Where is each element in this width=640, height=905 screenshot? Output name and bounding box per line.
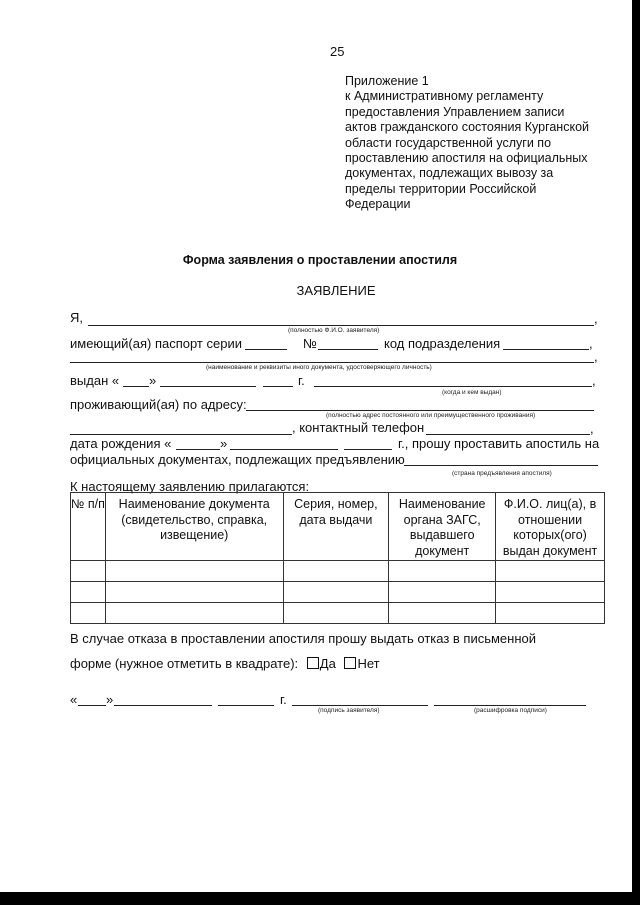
label-attached: К настоящему заявлению прилагаются:: [70, 479, 310, 494]
yes-option[interactable]: [307, 656, 336, 671]
refusal-text-line-2: форме (нужное отметить в квадрате):: [70, 656, 299, 671]
address-field[interactable]: [246, 410, 594, 411]
label-residing: проживающий(ая) по адресу:: [70, 397, 247, 412]
appendix-line: документах, подлежащих вывозу за: [345, 166, 554, 181]
header-number: № п/п: [71, 493, 106, 561]
dob-day-field[interactable]: [176, 449, 220, 450]
table-cell[interactable]: [283, 561, 389, 582]
label-passport-number: №: [303, 336, 317, 351]
country-field[interactable]: [404, 465, 598, 466]
table-cell[interactable]: [71, 561, 106, 582]
address-hint: (полностью адрес постоянного или преимущественного проживания): [326, 412, 536, 419]
table-cell[interactable]: [283, 582, 389, 603]
comma: ,: [592, 373, 596, 388]
dob-month-field[interactable]: [230, 449, 338, 450]
sig-quote-close: »: [106, 692, 114, 707]
statement-title: ЗАЯВЛЕНИЕ: [296, 283, 376, 298]
address-field-2[interactable]: [70, 434, 292, 435]
appendix-line: Федерации: [345, 197, 411, 212]
label-dob-request: г., прошу проставить апостиль на: [398, 436, 600, 451]
table-row: [71, 603, 605, 624]
table-cell[interactable]: [283, 603, 389, 624]
sign-month-field[interactable]: [114, 705, 212, 706]
comma: ,: [594, 311, 598, 326]
table-cell[interactable]: [105, 561, 283, 582]
appendix-line: актов гражданского состояния Курганской: [345, 120, 590, 135]
issued-day-field[interactable]: [123, 386, 149, 387]
label-passport-series: имеющий(ая) паспорт серии: [70, 336, 242, 351]
label-official-docs: официальных документах, подлежащих предъявлению: [70, 452, 405, 467]
appendix-line: к Административному регламенту: [345, 89, 544, 104]
appendix-block: [345, 74, 615, 213]
issued-by-hint: (когда и кем выдан): [442, 389, 502, 396]
comma: ,: [594, 349, 598, 364]
form-title: Форма заявления о проставлении апостиля: [182, 253, 458, 267]
table-cell[interactable]: [71, 582, 106, 603]
comma: ,: [589, 336, 593, 351]
page-number: 25: [330, 44, 345, 59]
dob-quote-close: »: [220, 436, 228, 451]
issued-by-field[interactable]: [314, 386, 592, 387]
decoding-hint: (расшифровка подписи): [474, 707, 547, 714]
appendix-line: предоставления Управлением записи: [345, 104, 565, 119]
table-cell[interactable]: [389, 603, 496, 624]
appendix-line: Приложение 1: [345, 74, 429, 88]
attached-documents-table: [70, 492, 605, 624]
header-persons: Ф.И.О. лиц(а), в отношении которых(ого) выдан документ: [496, 493, 605, 561]
division-code-field[interactable]: [503, 349, 589, 350]
other-document-hint: (наименование и реквизиты иного документа, удостоверяющего личность): [206, 364, 432, 371]
refusal-line-2: [70, 656, 380, 672]
no-option[interactable]: [344, 656, 379, 671]
appendix-line: пределы территории Российской: [345, 181, 537, 196]
label-dob: дата рождения «: [70, 436, 172, 451]
comma: ,: [590, 421, 594, 436]
issued-quote-close: »: [149, 373, 157, 388]
label-contact-phone: , контактный телефон: [292, 420, 425, 435]
country-hint: (страна предъявления апостиля): [452, 470, 552, 477]
signature-hint: (подпись заявителя): [318, 707, 380, 714]
dob-year-field[interactable]: [344, 449, 392, 450]
table-cell[interactable]: [496, 561, 605, 582]
issued-month-field[interactable]: [160, 386, 256, 387]
issued-year-field[interactable]: [263, 386, 293, 387]
label-year: г.: [298, 373, 305, 388]
table-row: [71, 582, 605, 603]
no-label: Нет: [357, 656, 380, 671]
label-ya: Я,: [70, 310, 83, 325]
applicant-name-field[interactable]: [88, 325, 594, 326]
table-cell[interactable]: [71, 603, 106, 624]
header-series-number-date: Серия, номер, дата выдачи: [283, 493, 389, 561]
appendix-line: проставлению апостиля на официальных: [345, 151, 588, 166]
table-cell[interactable]: [105, 582, 283, 603]
passport-number-field[interactable]: [318, 349, 378, 350]
table-cell[interactable]: [105, 603, 283, 624]
table-cell[interactable]: [496, 582, 605, 603]
no-checkbox[interactable]: [344, 657, 356, 669]
table-header-row: [71, 493, 605, 561]
applicant-name-hint: (полностью Ф.И.О. заявителя): [288, 327, 380, 334]
yes-label: Да: [319, 656, 336, 671]
scan-border-bottom: [0, 892, 640, 905]
signature-field[interactable]: [292, 705, 428, 706]
passport-series-field[interactable]: [245, 349, 287, 350]
table-cell[interactable]: [389, 582, 496, 603]
table-cell[interactable]: [496, 603, 605, 624]
refusal-text-line-1: В случае отказа в проставлении апостиля прошу выдать отказ в письменной: [70, 631, 537, 646]
label-division-code: код подразделения: [384, 336, 501, 351]
table-cell[interactable]: [389, 561, 496, 582]
appendix-line: области государственной услуги по: [345, 135, 552, 150]
label-issued: выдан «: [70, 373, 120, 388]
header-document-name: Наименование документа (свидетельство, справка, извещение): [105, 493, 283, 561]
sig-year-label: г.: [280, 692, 287, 707]
contact-phone-field[interactable]: [426, 434, 590, 435]
sign-day-field[interactable]: [78, 705, 106, 706]
table-row: [71, 561, 605, 582]
scan-border-right: [632, 0, 640, 905]
yes-checkbox[interactable]: [307, 657, 319, 669]
header-registry-office: Наименование органа ЗАГС, выдавшего документ: [389, 493, 496, 561]
signature-decoding-field[interactable]: [434, 705, 586, 706]
sig-quote-open: «: [70, 692, 78, 707]
other-document-field[interactable]: [70, 362, 594, 363]
sign-year-field[interactable]: [218, 705, 274, 706]
